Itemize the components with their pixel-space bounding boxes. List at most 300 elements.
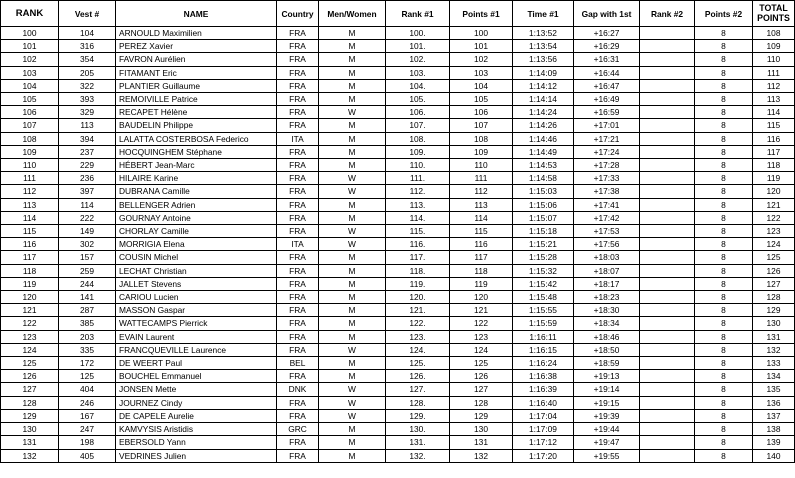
cell-time-1: 1:16:24 — [513, 357, 574, 370]
cell-gap: +17:41 — [574, 198, 640, 211]
cell-rank-1: 100. — [386, 27, 450, 40]
cell-rank-2 — [640, 277, 695, 290]
cell-points-1: 103 — [450, 66, 513, 79]
cell-vest: 125 — [59, 370, 116, 383]
cell-name: JALLET Stevens — [116, 277, 277, 290]
cell-vest: 244 — [59, 277, 116, 290]
cell-time-1: 1:14:26 — [513, 119, 574, 132]
cell-time-1: 1:17:04 — [513, 409, 574, 422]
cell-total-points: 132 — [753, 343, 795, 356]
cell-gap: +16:29 — [574, 40, 640, 53]
cell-rank-1: 124. — [386, 343, 450, 356]
table-row — [1, 317, 795, 330]
table-row — [1, 396, 795, 409]
cell-gender: M — [319, 53, 386, 66]
cell-rank-2 — [640, 423, 695, 436]
cell-time-1: 1:14:58 — [513, 172, 574, 185]
cell-total-points: 113 — [753, 93, 795, 106]
cell-country: FRA — [277, 277, 319, 290]
cell-rank-1: 120. — [386, 291, 450, 304]
cell-rank-2 — [640, 93, 695, 106]
cell-rank-2 — [640, 66, 695, 79]
cell-total-points: 108 — [753, 27, 795, 40]
cell-vest: 157 — [59, 251, 116, 264]
cell-rank-1: 128. — [386, 396, 450, 409]
cell-time-1: 1:17:09 — [513, 423, 574, 436]
cell-rank: 109 — [1, 145, 59, 158]
header-time-1: Time #1 — [513, 1, 574, 27]
cell-rank-1: 104. — [386, 79, 450, 92]
cell-rank: 103 — [1, 66, 59, 79]
cell-name: RECAPET Hélène — [116, 106, 277, 119]
cell-rank-2 — [640, 238, 695, 251]
cell-total-points: 118 — [753, 159, 795, 172]
cell-total-points: 129 — [753, 304, 795, 317]
cell-rank: 110 — [1, 159, 59, 172]
cell-points-1: 132 — [450, 449, 513, 462]
header-gap: Gap with 1st — [574, 1, 640, 27]
cell-rank-2 — [640, 264, 695, 277]
table-row — [1, 423, 795, 436]
cell-points-2: 8 — [695, 185, 753, 198]
cell-vest: 385 — [59, 317, 116, 330]
cell-points-2: 8 — [695, 396, 753, 409]
cell-points-2: 8 — [695, 119, 753, 132]
table-row — [1, 264, 795, 277]
cell-rank: 125 — [1, 357, 59, 370]
header-country: Country — [277, 1, 319, 27]
cell-total-points: 114 — [753, 106, 795, 119]
cell-gender: W — [319, 185, 386, 198]
cell-rank: 128 — [1, 396, 59, 409]
cell-rank: 122 — [1, 317, 59, 330]
cell-gap: +18:50 — [574, 343, 640, 356]
cell-rank-2 — [640, 330, 695, 343]
cell-total-points: 134 — [753, 370, 795, 383]
cell-gap: +17:28 — [574, 159, 640, 172]
table-row — [1, 330, 795, 343]
cell-points-2: 8 — [695, 27, 753, 40]
header-total-points: TOTAL POINTS — [753, 1, 795, 27]
cell-country: FRA — [277, 185, 319, 198]
cell-rank-2 — [640, 343, 695, 356]
cell-gender: M — [319, 159, 386, 172]
table-row — [1, 93, 795, 106]
cell-gender: M — [319, 317, 386, 330]
table-row — [1, 198, 795, 211]
table-row — [1, 357, 795, 370]
cell-total-points: 131 — [753, 330, 795, 343]
cell-gap: +18:34 — [574, 317, 640, 330]
cell-country: FRA — [277, 396, 319, 409]
header-vest: Vest # — [59, 1, 116, 27]
cell-rank-2 — [640, 40, 695, 53]
cell-time-1: 1:13:52 — [513, 27, 574, 40]
cell-rank-2 — [640, 436, 695, 449]
cell-time-1: 1:14:14 — [513, 93, 574, 106]
cell-rank-1: 116. — [386, 238, 450, 251]
cell-total-points: 120 — [753, 185, 795, 198]
cell-country: FRA — [277, 304, 319, 317]
cell-name: DE WEERT Paul — [116, 357, 277, 370]
cell-rank: 115 — [1, 225, 59, 238]
cell-rank-2 — [640, 396, 695, 409]
cell-points-1: 126 — [450, 370, 513, 383]
cell-points-1: 107 — [450, 119, 513, 132]
cell-time-1: 1:15:21 — [513, 238, 574, 251]
cell-gender: M — [319, 93, 386, 106]
cell-rank-2 — [640, 27, 695, 40]
cell-gap: +18:46 — [574, 330, 640, 343]
cell-name: PLANTIER Guillaume — [116, 79, 277, 92]
cell-rank-1: 122. — [386, 317, 450, 330]
cell-time-1: 1:15:32 — [513, 264, 574, 277]
cell-points-1: 113 — [450, 198, 513, 211]
cell-points-1: 125 — [450, 357, 513, 370]
results-body — [1, 27, 795, 463]
cell-total-points: 119 — [753, 172, 795, 185]
cell-country: FRA — [277, 370, 319, 383]
cell-points-2: 8 — [695, 198, 753, 211]
cell-rank: 116 — [1, 238, 59, 251]
cell-rank-2 — [640, 370, 695, 383]
cell-points-2: 8 — [695, 145, 753, 158]
cell-rank: 126 — [1, 370, 59, 383]
cell-country: FRA — [277, 264, 319, 277]
cell-country: FRA — [277, 79, 319, 92]
cell-name: CARIOU Lucien — [116, 291, 277, 304]
cell-points-1: 109 — [450, 145, 513, 158]
cell-country: GRC — [277, 423, 319, 436]
table-row — [1, 106, 795, 119]
cell-points-1: 127 — [450, 383, 513, 396]
cell-points-1: 102 — [450, 53, 513, 66]
cell-vest: 354 — [59, 53, 116, 66]
table-row — [1, 53, 795, 66]
table-row — [1, 27, 795, 40]
cell-rank: 130 — [1, 423, 59, 436]
cell-points-1: 104 — [450, 79, 513, 92]
table-row — [1, 251, 795, 264]
cell-time-1: 1:15:03 — [513, 185, 574, 198]
cell-points-2: 8 — [695, 330, 753, 343]
cell-vest: 198 — [59, 436, 116, 449]
cell-country: FRA — [277, 66, 319, 79]
cell-country: FRA — [277, 436, 319, 449]
cell-rank-2 — [640, 132, 695, 145]
cell-time-1: 1:15:28 — [513, 251, 574, 264]
cell-country: FRA — [277, 330, 319, 343]
cell-vest: 246 — [59, 396, 116, 409]
cell-time-1: 1:14:09 — [513, 66, 574, 79]
cell-points-2: 8 — [695, 251, 753, 264]
cell-points-2: 8 — [695, 172, 753, 185]
cell-time-1: 1:16:11 — [513, 330, 574, 343]
header-row — [1, 1, 795, 27]
cell-country: FRA — [277, 343, 319, 356]
cell-country: FRA — [277, 53, 319, 66]
cell-gender: W — [319, 106, 386, 119]
cell-vest: 287 — [59, 304, 116, 317]
cell-rank-1: 132. — [386, 449, 450, 462]
cell-points-2: 8 — [695, 436, 753, 449]
cell-gap: +19:55 — [574, 449, 640, 462]
cell-rank: 114 — [1, 211, 59, 224]
cell-gap: +19:39 — [574, 409, 640, 422]
table-row — [1, 145, 795, 158]
cell-total-points: 122 — [753, 211, 795, 224]
cell-rank: 107 — [1, 119, 59, 132]
table-row — [1, 132, 795, 145]
table-row — [1, 370, 795, 383]
cell-points-1: 106 — [450, 106, 513, 119]
cell-country: FRA — [277, 225, 319, 238]
cell-time-1: 1:14:49 — [513, 145, 574, 158]
cell-country: ITA — [277, 238, 319, 251]
cell-gap: +16:31 — [574, 53, 640, 66]
cell-points-2: 8 — [695, 93, 753, 106]
cell-vest: 302 — [59, 238, 116, 251]
cell-name: FITAMANT Eric — [116, 66, 277, 79]
cell-vest: 322 — [59, 79, 116, 92]
cell-rank-1: 123. — [386, 330, 450, 343]
cell-rank-1: 108. — [386, 132, 450, 145]
cell-gender: M — [319, 291, 386, 304]
cell-gap: +18:17 — [574, 277, 640, 290]
cell-gap: +17:53 — [574, 225, 640, 238]
cell-rank-1: 112. — [386, 185, 450, 198]
cell-gender: M — [319, 264, 386, 277]
header-points-2: Points #2 — [695, 1, 753, 27]
cell-gap: +19:47 — [574, 436, 640, 449]
cell-points-2: 8 — [695, 264, 753, 277]
cell-country: FRA — [277, 119, 319, 132]
cell-country: FRA — [277, 251, 319, 264]
cell-country: DNK — [277, 383, 319, 396]
cell-vest: 316 — [59, 40, 116, 53]
cell-gender: M — [319, 330, 386, 343]
cell-gender: M — [319, 40, 386, 53]
cell-points-2: 8 — [695, 79, 753, 92]
cell-rank-2 — [640, 79, 695, 92]
cell-name: DUBRANA Camille — [116, 185, 277, 198]
cell-time-1: 1:14:12 — [513, 79, 574, 92]
cell-gender: M — [319, 304, 386, 317]
cell-time-1: 1:15:48 — [513, 291, 574, 304]
cell-gender: W — [319, 238, 386, 251]
cell-name: KAMVYSIS Aristidis — [116, 423, 277, 436]
cell-rank-1: 115. — [386, 225, 450, 238]
cell-rank: 131 — [1, 436, 59, 449]
cell-points-1: 114 — [450, 211, 513, 224]
cell-points-2: 8 — [695, 423, 753, 436]
cell-rank: 127 — [1, 383, 59, 396]
table-row — [1, 409, 795, 422]
cell-gender: M — [319, 27, 386, 40]
cell-name: REMOIVILLE Patrice — [116, 93, 277, 106]
cell-rank-2 — [640, 211, 695, 224]
cell-time-1: 1:16:40 — [513, 396, 574, 409]
cell-country: ITA — [277, 132, 319, 145]
table-row — [1, 119, 795, 132]
cell-gap: +16:44 — [574, 66, 640, 79]
cell-name: ARNOULD Maximilien — [116, 27, 277, 40]
cell-gender: W — [319, 172, 386, 185]
cell-name: GOURNAY Antoine — [116, 211, 277, 224]
table-row — [1, 449, 795, 462]
cell-gap: +17:01 — [574, 119, 640, 132]
cell-vest: 104 — [59, 27, 116, 40]
cell-vest: 114 — [59, 198, 116, 211]
cell-vest: 247 — [59, 423, 116, 436]
cell-points-2: 8 — [695, 53, 753, 66]
cell-total-points: 136 — [753, 396, 795, 409]
cell-country: FRA — [277, 93, 319, 106]
cell-gender: M — [319, 198, 386, 211]
table-row — [1, 383, 795, 396]
cell-time-1: 1:15:07 — [513, 211, 574, 224]
cell-rank-2 — [640, 198, 695, 211]
cell-total-points: 109 — [753, 40, 795, 53]
cell-vest: 141 — [59, 291, 116, 304]
cell-vest: 229 — [59, 159, 116, 172]
cell-total-points: 133 — [753, 357, 795, 370]
cell-rank-2 — [640, 291, 695, 304]
cell-total-points: 140 — [753, 449, 795, 462]
cell-gender: M — [319, 370, 386, 383]
cell-total-points: 135 — [753, 383, 795, 396]
cell-name: JOURNEZ Cindy — [116, 396, 277, 409]
cell-rank: 132 — [1, 449, 59, 462]
cell-rank: 120 — [1, 291, 59, 304]
cell-name: CHORLAY Camille — [116, 225, 277, 238]
cell-rank-1: 107. — [386, 119, 450, 132]
table-row — [1, 436, 795, 449]
cell-points-1: 131 — [450, 436, 513, 449]
cell-gender: M — [319, 79, 386, 92]
cell-gap: +17:24 — [574, 145, 640, 158]
cell-country: FRA — [277, 145, 319, 158]
cell-gender: M — [319, 357, 386, 370]
cell-vest: 237 — [59, 145, 116, 158]
cell-points-1: 111 — [450, 172, 513, 185]
cell-points-1: 116 — [450, 238, 513, 251]
cell-points-2: 8 — [695, 317, 753, 330]
cell-rank-1: 109. — [386, 145, 450, 158]
cell-country: FRA — [277, 198, 319, 211]
cell-gender: M — [319, 277, 386, 290]
cell-rank-1: 118. — [386, 264, 450, 277]
cell-rank: 105 — [1, 93, 59, 106]
cell-country: FRA — [277, 449, 319, 462]
cell-rank-2 — [640, 172, 695, 185]
cell-time-1: 1:14:53 — [513, 159, 574, 172]
cell-vest: 203 — [59, 330, 116, 343]
cell-gap: +18:23 — [574, 291, 640, 304]
cell-rank-1: 102. — [386, 53, 450, 66]
table-row — [1, 79, 795, 92]
cell-points-2: 8 — [695, 409, 753, 422]
cell-points-1: 110 — [450, 159, 513, 172]
cell-points-1: 119 — [450, 277, 513, 290]
cell-rank-1: 113. — [386, 198, 450, 211]
cell-total-points: 137 — [753, 409, 795, 422]
cell-total-points: 128 — [753, 291, 795, 304]
cell-country: FRA — [277, 27, 319, 40]
cell-points-2: 8 — [695, 370, 753, 383]
header-rank: RANK — [1, 1, 59, 27]
header-name: NAME — [116, 1, 277, 27]
cell-time-1: 1:16:15 — [513, 343, 574, 356]
cell-points-2: 8 — [695, 66, 753, 79]
cell-vest: 167 — [59, 409, 116, 422]
cell-rank-2 — [640, 145, 695, 158]
cell-points-1: 128 — [450, 396, 513, 409]
cell-points-1: 130 — [450, 423, 513, 436]
cell-rank: 113 — [1, 198, 59, 211]
cell-gap: +16:59 — [574, 106, 640, 119]
table-row — [1, 185, 795, 198]
cell-country: FRA — [277, 172, 319, 185]
cell-gap: +18:03 — [574, 251, 640, 264]
cell-rank: 111 — [1, 172, 59, 185]
cell-total-points: 126 — [753, 264, 795, 277]
cell-points-2: 8 — [695, 357, 753, 370]
cell-points-2: 8 — [695, 277, 753, 290]
cell-time-1: 1:16:38 — [513, 370, 574, 383]
cell-time-1: 1:15:18 — [513, 225, 574, 238]
header-points-1: Points #1 — [450, 1, 513, 27]
cell-total-points: 138 — [753, 423, 795, 436]
cell-points-2: 8 — [695, 449, 753, 462]
cell-rank: 121 — [1, 304, 59, 317]
header-rank-2: Rank #2 — [640, 1, 695, 27]
cell-rank-1: 130. — [386, 423, 450, 436]
cell-points-2: 8 — [695, 304, 753, 317]
cell-rank: 112 — [1, 185, 59, 198]
cell-name: HOCQUINGHEM Stéphane — [116, 145, 277, 158]
cell-rank: 119 — [1, 277, 59, 290]
cell-name: FAVRON Aurélien — [116, 53, 277, 66]
cell-total-points: 123 — [753, 225, 795, 238]
cell-gap: +18:30 — [574, 304, 640, 317]
cell-points-1: 101 — [450, 40, 513, 53]
cell-name: EBERSOLD Yann — [116, 436, 277, 449]
cell-name: WATTECAMPS Pierrick — [116, 317, 277, 330]
cell-total-points: 124 — [753, 238, 795, 251]
table-row — [1, 66, 795, 79]
cell-points-1: 123 — [450, 330, 513, 343]
cell-points-2: 8 — [695, 159, 753, 172]
cell-total-points: 125 — [753, 251, 795, 264]
cell-rank-2 — [640, 53, 695, 66]
cell-time-1: 1:17:12 — [513, 436, 574, 449]
cell-time-1: 1:15:55 — [513, 304, 574, 317]
cell-rank-2 — [640, 317, 695, 330]
table-row — [1, 304, 795, 317]
cell-time-1: 1:17:20 — [513, 449, 574, 462]
cell-points-2: 8 — [695, 106, 753, 119]
cell-vest: 205 — [59, 66, 116, 79]
cell-rank-1: 125. — [386, 357, 450, 370]
cell-name: BELLENGER Adrien — [116, 198, 277, 211]
cell-gender: M — [319, 251, 386, 264]
cell-rank-1: 126. — [386, 370, 450, 383]
cell-points-1: 108 — [450, 132, 513, 145]
cell-rank-1: 117. — [386, 251, 450, 264]
cell-rank-1: 129. — [386, 409, 450, 422]
cell-vest: 329 — [59, 106, 116, 119]
